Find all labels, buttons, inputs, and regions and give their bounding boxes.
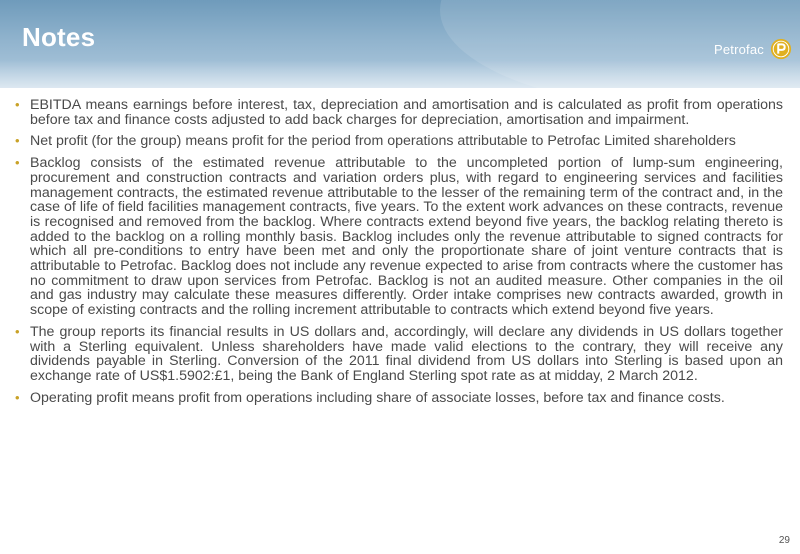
petrofac-logo-icon (770, 38, 792, 60)
bullet-icon: • (15, 155, 20, 171)
list-item (14, 391, 783, 406)
bullet-icon: • (15, 133, 20, 149)
page-number: 29 (778, 535, 790, 546)
list-item (14, 325, 783, 384)
list-item (14, 98, 783, 127)
bullet-icon: • (15, 323, 20, 339)
note-text: Operating profit means profit from operations including share of associate losses, before tax and finance costs. (30, 389, 725, 406)
list-item (14, 134, 783, 149)
brand-name: Petrofac (713, 41, 764, 57)
note-text: EBITDA means earnings before interest, tax, depreciation and amortisation and is calculated as profit from operations before tax and finance costs adjusted to add back charges for depreciation, amortisation and impairment. (30, 97, 783, 128)
brand (714, 38, 792, 60)
notes-list (14, 98, 783, 405)
page-title: Notes (22, 22, 96, 52)
bullet-icon: • (15, 389, 20, 405)
note-text: The group reports its financial results in US dollars and, accordingly, will declare any dividends in US dollars together with a Sterling equivalent. Unless shareholders have made valid elections to the contrary, they will receive any dividends payable in Sterling. Conversion of the 2011 final dividend from US dollars into Sterling is based upon an exchange rate of US$1.5902:£1, being the Bank of England Sterling spot rate as at midday, 2 March 2012. (30, 323, 783, 384)
bullet-icon: • (15, 97, 20, 112)
note-text: Net profit (for the group) means profit for the period from operations attributable to Petrofac Limited shareholders (30, 133, 736, 150)
notes-content (14, 98, 783, 412)
header-banner (0, 0, 800, 88)
list-item (14, 156, 783, 318)
note-text: Backlog consists of the estimated revenue attributable to the uncompleted portion of lump-sum engineering, procurement and construction contracts and variation orders plus, with regard to engineering services and facilities management contracts, the estimated revenue attributable to the lesser of the remaining term of the contract and, in the case of life of field facilities management contracts, five years. To the extent work advances on these contracts, revenue is recognised and removed from the backlog. Where contracts extend beyond five years, the backlog relating thereto is added to the backlog on a rolling monthly basis. Backlog includes only the revenue attributable to signed contracts for which all pre-conditions to entry have been met and only the proportionate share of joint venture contracts that is attributable to Petrofac. Backlog does not include any revenue expected to arise from contracts where the customer has no commitment to draw upon services from Petrofac. Backlog is not an audited measure. Other companies in the oil and gas industry may calculate these measures differently. Order intake comprises new contracts awarded, growth in scope of existing contracts and the rolling increment attributable to contracts which extend beyond five years. (30, 155, 783, 319)
